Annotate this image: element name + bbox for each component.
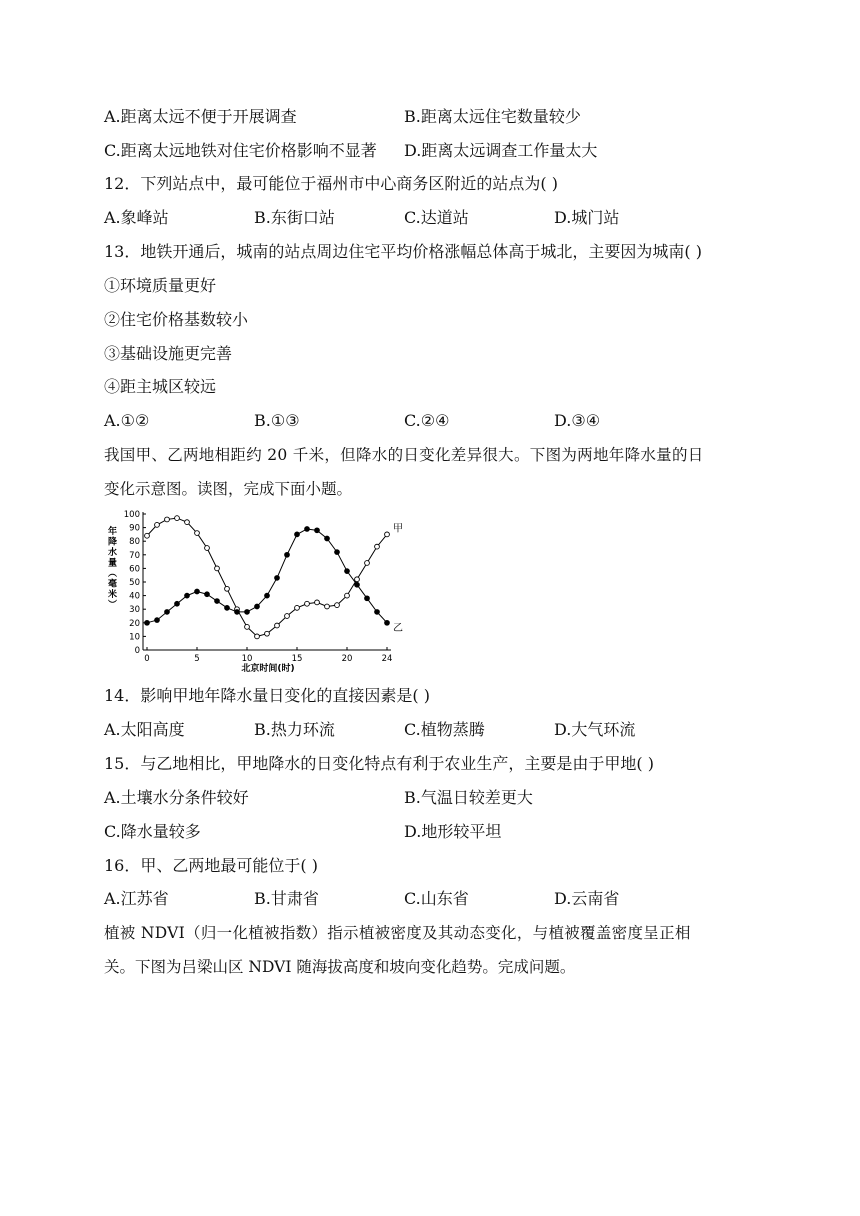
x-axis-label: 北京时间(时) [241,664,295,674]
y-tick-label: 10 [129,632,140,643]
data-point [315,528,320,533]
q13-option-d: D.③④ [554,411,601,430]
data-point [205,592,210,597]
data-point [225,586,230,591]
q13-item: ①环境质量更好 [104,276,217,295]
y-tick-label: 20 [129,618,140,629]
q15-option-a: A.土壤水分条件较好 [104,788,249,807]
data-point [375,610,380,615]
data-point [285,614,290,619]
q11-option-c: C.距离太远地铁对住宅价格影响不显著 [104,141,377,160]
intro-paragraph: 变化示意图。读图，完成下面小题。 [104,480,353,498]
q14-option-c: C.植物蒸腾 [404,720,485,739]
data-point [345,593,350,598]
q15-stem: 15．与乙地相比，甲地降水的日变化特点有利于农业生产，主要是由于甲地( ) [104,754,654,773]
data-point [355,577,360,582]
y-tick-label: 90 [129,523,140,534]
y-axis-label-char: ︶ [108,600,118,611]
precipitation-chart [100,506,420,674]
data-point [145,533,150,538]
data-point [265,593,270,598]
x-tick-label: 20 [341,654,353,664]
series-label: 乙 [393,622,403,634]
intro-paragraph: 关。下图为吕梁山区 NDVI 随海拔高度和坡向变化趋势。完成问题。 [104,958,576,976]
x-tick-label: 0 [144,654,150,664]
q13-option-a: A.①② [104,411,150,430]
x-tick-label: 15 [291,654,303,664]
data-point [165,517,170,522]
y-tick-label: 40 [129,591,140,602]
data-point [175,601,180,606]
q11-option-b: B.距离太远住宅数量较少 [404,107,581,126]
data-point [365,561,370,566]
q13-option-b: B.①③ [254,411,300,430]
data-point [275,576,280,581]
data-point [225,605,230,610]
q16-option-a: A.江苏省 [104,889,169,908]
data-point [155,618,160,623]
data-point [205,546,210,551]
data-point [325,536,330,541]
y-tick-label: 0 [134,646,140,656]
q14-stem: 14．影响甲地年降水量日变化的直接因素是( ) [104,686,430,705]
y-axis-label-char: 米 [108,590,118,600]
y-axis-label [107,525,117,611]
q13-item: ②住宅价格基数较小 [104,310,249,329]
q16-option-d: D.云南省 [554,889,620,908]
data-point [255,634,260,639]
data-point [305,527,310,532]
y-tick-label: 30 [129,605,140,616]
q13-item: ④距主城区较远 [104,377,217,396]
y-tick-label: 60 [129,564,140,575]
q13-option-c: C.②④ [404,411,450,430]
y-tick-label: 80 [129,537,140,548]
q11-option-d: D.距离太远调查工作量太大 [404,141,598,160]
data-point [245,610,250,615]
data-point [345,569,350,574]
data-point [195,589,200,594]
y-axis-label-char: 年 [108,527,118,537]
x-tick-label: 5 [194,654,200,664]
y-axis-label-char: 毫 [108,579,118,590]
y-tick-label: 100 [123,510,140,520]
y-tick-label: 70 [129,550,140,561]
data-point [245,624,250,629]
data-point [185,593,190,598]
q12-option-c: C.达道站 [404,208,469,227]
data-point [335,603,340,608]
x-tick-label: 24 [381,654,393,664]
data-point [335,550,340,555]
y-axis-label-char: 量 [108,558,118,569]
q16-stem: 16．甲、乙两地最可能位于( ) [104,856,318,875]
data-point [185,520,190,525]
q14-option-b: B.热力环流 [254,720,335,739]
intro-paragraph: 我国甲、乙两地相距约 20 千米，但降水的日变化差异很大。下图为两地年降水量的日 [104,446,704,464]
data-point [215,566,220,571]
data-point [385,620,390,625]
y-axis-label-char: 降 [108,537,118,548]
data-point [235,610,240,615]
data-point [175,516,180,521]
q14-option-a: A.太阳高度 [104,720,185,739]
q13-stem: 13．地铁开通后，城南的站点周边住宅平均价格涨幅总体高于城北，主要因为城南( ) [104,242,702,261]
q12-option-d: D.城门站 [554,208,620,227]
q15-option-d: D.地形较平坦 [404,822,502,841]
q15-option-b: B.气温日较差更大 [404,788,533,807]
data-point [145,620,150,625]
y-axis-label-char: ︵ [108,569,118,579]
data-point [295,532,300,537]
chart-series [145,516,403,639]
y-tick-label: 50 [129,578,140,588]
data-point [355,582,360,587]
data-point [195,531,200,536]
data-point [385,532,390,537]
data-point [165,610,170,615]
q16-option-b: B.甘肃省 [254,889,319,908]
series-line [147,529,387,623]
data-point [275,623,280,628]
x-tick-label: 10 [241,654,253,664]
data-point [315,600,320,605]
q11-option-a: A.距离太远不便于开展调查 [104,107,297,126]
q15-option-c: C.降水量较多 [104,822,201,841]
data-point [375,544,380,549]
data-point [265,631,270,636]
series-label: 甲 [393,523,403,535]
data-point [295,605,300,610]
data-point [305,601,310,606]
y-axis-label-char: 水 [108,548,118,558]
q12-option-b: B.东街口站 [254,208,335,227]
data-point [325,604,330,609]
data-point [285,552,290,557]
q12-option-a: A.象峰站 [104,208,169,227]
data-point [255,604,260,609]
data-point [365,596,370,601]
data-point [155,522,160,527]
q12-stem: 12．下列站点中，最可能位于福州市中心商务区附近的站点为( ) [104,174,558,193]
q13-item: ③基础设施更完善 [104,344,233,363]
intro-paragraph: 植被 NDVI（归一化植被指数）指示植被密度及其动态变化，与植被覆盖密度呈正相 [104,924,691,942]
data-point [215,599,220,604]
q16-option-c: C.山东省 [404,889,469,908]
q14-option-d: D.大气环流 [554,720,636,739]
